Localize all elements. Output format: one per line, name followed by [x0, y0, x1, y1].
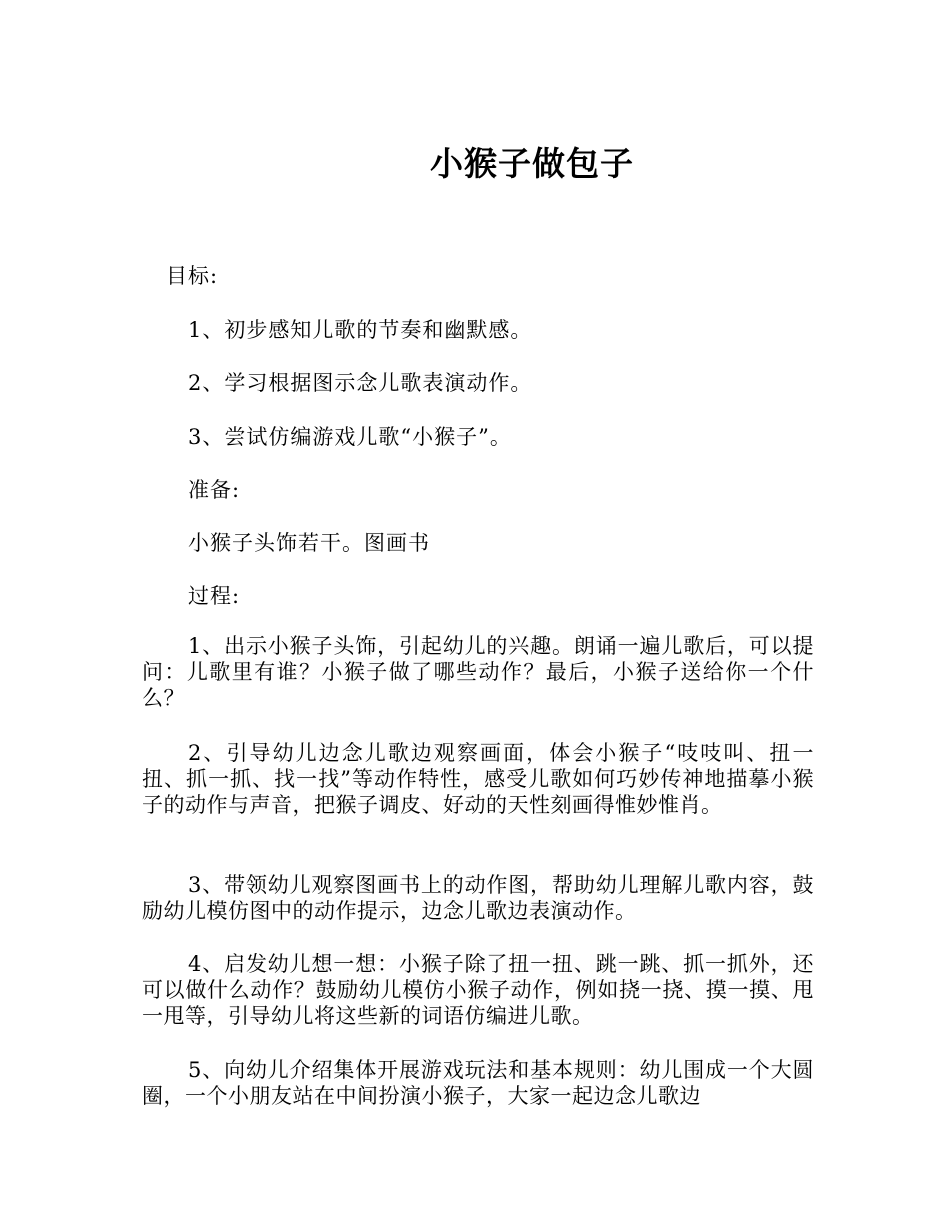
process-label: 过程:: [188, 584, 241, 608]
process-step-2: 2、引导幼儿边念儿歌边观察画面，体会小猴子“吱吱叫、扭一扭、抓一抓、找一找”等动作特性，感受儿歌如何巧妙传神地描摹小猴子的动作与声音，把猴子调皮、好动的天性刻画得惟妙惟肖。: [142, 741, 814, 817]
prep-label: 准备:: [188, 478, 241, 502]
goal-item-2: 2、学习根据图示念儿歌表演动作。: [188, 371, 533, 395]
process-step-1: 1、出示小猴子头饰，引起幼儿的兴趣。朗诵一遍儿歌后，可以提问：儿歌里有谁？小猴子做了哪些动作？最后，小猴子送给你一个什么？: [142, 634, 814, 710]
prep-text: 小猴子头饰若干。图画书: [188, 531, 430, 555]
goal-label: 目标:: [166, 264, 219, 288]
process-step-4: 4、启发幼儿想一想：小猴子除了扭一扭、跳一跳、抓一抓外，还可以做什么动作？鼓励幼儿模仿小猴子动作，例如挠一挠、摸一摸、甩一甩等，引导幼儿将这些新的词语仿编进儿歌。: [142, 952, 814, 1028]
process-step-5: 5、向幼儿介绍集体开展游戏玩法和基本规则：幼儿围成一个大圆圈，一个小朋友站在中间扮演小猴子，大家一起边念儿歌边: [142, 1058, 814, 1108]
process-step-3: 3、带领幼儿观察图画书上的动作图，帮助幼儿理解儿歌内容，鼓励幼儿模仿图中的动作提示，边念儿歌边表演动作。: [142, 873, 814, 923]
document-title: 小猴子做包子: [430, 144, 634, 183]
goal-item-3: 3、尝试仿编游戏儿歌“小猴子”。: [188, 425, 512, 449]
goal-item-1: 1、初步感知儿歌的节奏和幽默感。: [188, 318, 533, 342]
